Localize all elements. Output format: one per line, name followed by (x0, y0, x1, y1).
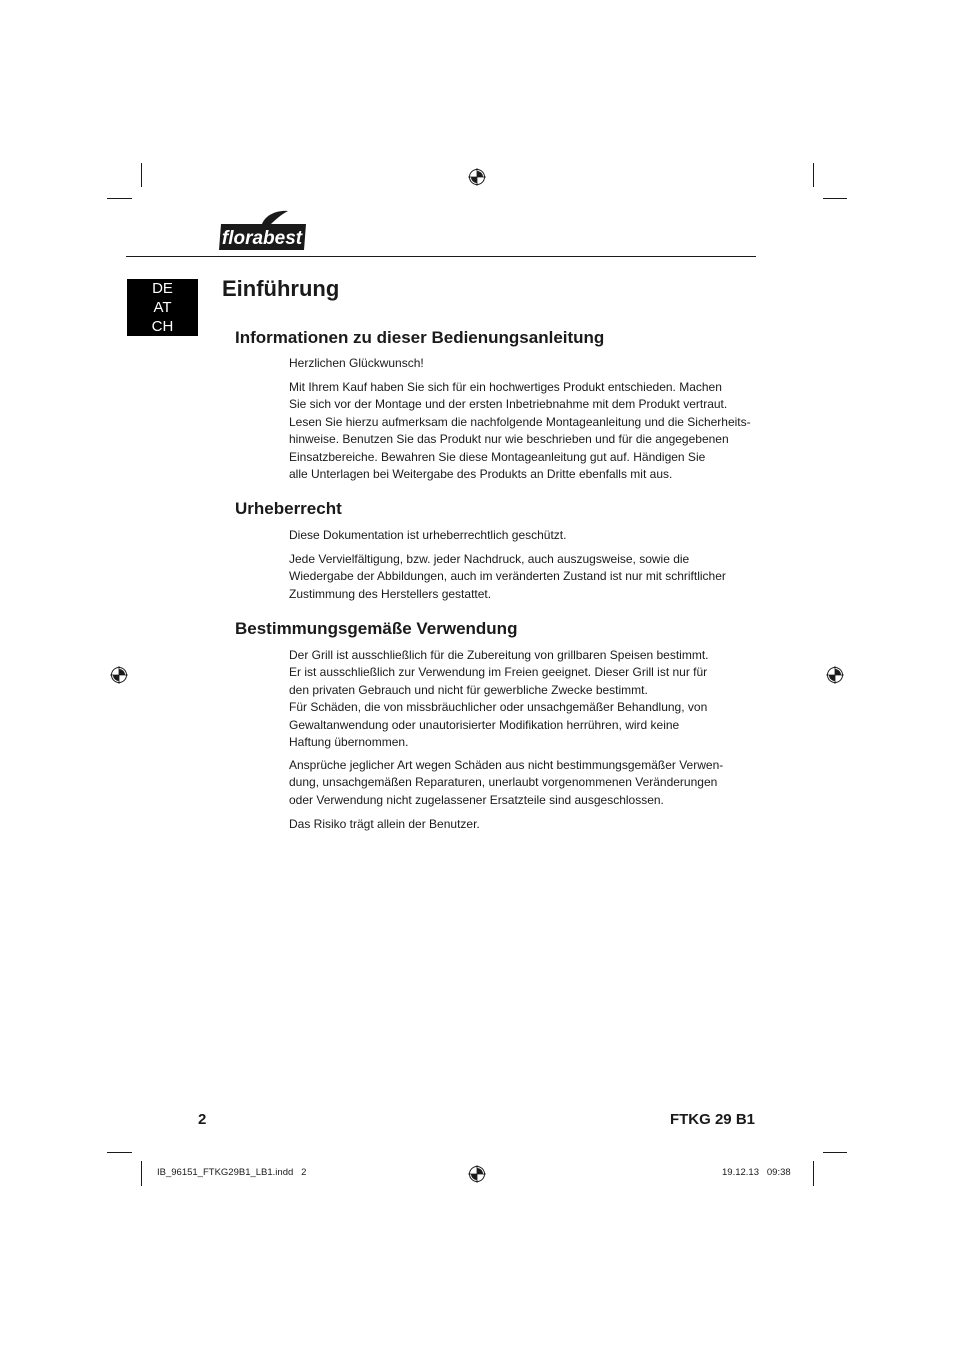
text-line: Gewaltanwendung oder unautorisierter Modifikation herrühren, wird keine (289, 717, 680, 732)
text-line: Herzlichen Glückwunsch! (289, 356, 424, 370)
language-code: CH (151, 318, 174, 335)
text-line: Mit Ihrem Kauf haben Sie sich für ein hochwertiges Produkt entschieden. Machen (289, 380, 722, 394)
print-date-time: 19.12.13 09:38 (722, 1167, 791, 1178)
page-title: Einführung (222, 276, 340, 301)
language-code: DE (152, 280, 173, 297)
crop-mark (107, 198, 132, 199)
registration-mark-icon (110, 666, 128, 684)
text-line: Für Schäden, die von missbräuchlicher oder unsachgemäßer Behandlung, von (289, 700, 708, 715)
paragraph (289, 355, 737, 372)
paragraph (289, 757, 737, 809)
text-line: alle Unterlagen bei Weitergabe des Produkts an Dritte ebenfalls mit aus. (289, 467, 673, 482)
text-line: Diese Dokumentation ist urheberrechtlich geschützt. (289, 528, 567, 542)
text-line: Sie sich vor der Montage und der ersten Inbetriebnahme mit dem Produkt vertraut. (289, 397, 728, 412)
crop-mark (813, 163, 814, 187)
page-number: 2 (198, 1111, 207, 1128)
text-line: Haftung übernommen. (289, 735, 409, 750)
text-line: Ansprüche jeglicher Art wegen Schäden aus nicht bestimmungsgemäßer Verwen- (289, 758, 724, 772)
text-line: den privaten Gebrauch und nicht für gewerbliche Zwecke bestimmt. (289, 682, 648, 697)
florabest-logo (218, 210, 308, 252)
language-code: AT (153, 299, 172, 316)
section-heading: Urheberrecht (235, 499, 342, 518)
registration-mark-icon (468, 1165, 486, 1183)
registration-mark-icon (826, 666, 844, 684)
text-line: hinweise. Benutzen Sie das Produkt nur wie beschrieben und für die angegebenen (289, 432, 729, 447)
language-tab (127, 279, 198, 336)
text-line: Wiedergabe der Abbildungen, auch im veränderten Zustand ist nur mit schriftlicher (289, 569, 726, 584)
text-line: Zustimmung des Herstellers gestattet. (289, 586, 492, 601)
text-line: Das Risiko trägt allein der Benutzer. (289, 817, 480, 831)
text-line: Der Grill ist ausschließlich für die Zubereitung von grillbaren Speisen bestimmt. (289, 648, 709, 662)
section-heading: Informationen zu dieser Bedienungsanleitung (235, 328, 605, 347)
model-number: FTKG 29 B1 (669, 1111, 755, 1128)
paragraph (289, 527, 737, 544)
print-file-name: IB_96151_FTKG29B1_LB1.indd 2 (157, 1167, 307, 1178)
text-line: Lesen Sie hierzu aufmerksam die nachfolgende Montageanleitung und die Sicherheits- (289, 414, 751, 429)
section-heading: Bestimmungsgemäße Verwendung (235, 619, 518, 638)
paragraph (289, 551, 737, 603)
logo-text: florabest (221, 228, 303, 249)
text-line: Einsatzbereiche. Bewahren Sie diese Montageanleitung gut auf. Händigen Sie (289, 449, 706, 464)
registration-mark-icon (468, 168, 486, 186)
text-line: Jede Vervielfältigung, bzw. jeder Nachdruck, auch auszugsweise, sowie die (289, 552, 690, 566)
crop-mark (823, 198, 847, 199)
crop-mark (823, 1152, 847, 1153)
text-line: Er ist ausschließlich zur Verwendung im Freien geeignet. Dieser Grill ist nur für (289, 665, 708, 680)
paragraph (289, 379, 751, 483)
header-rule (126, 256, 756, 257)
crop-mark (141, 163, 142, 187)
text-line: dung, unsachgemäßen Reparaturen, unerlaubt vorgenommenen Veränderungen (289, 775, 718, 790)
crop-mark (107, 1152, 132, 1153)
crop-mark (141, 1161, 142, 1186)
paragraph (289, 647, 737, 751)
crop-mark (813, 1161, 814, 1186)
text-line: oder Verwendung nicht zugelassener Ersatzteile sind ausgeschlossen. (289, 792, 664, 807)
paragraph (289, 816, 737, 833)
